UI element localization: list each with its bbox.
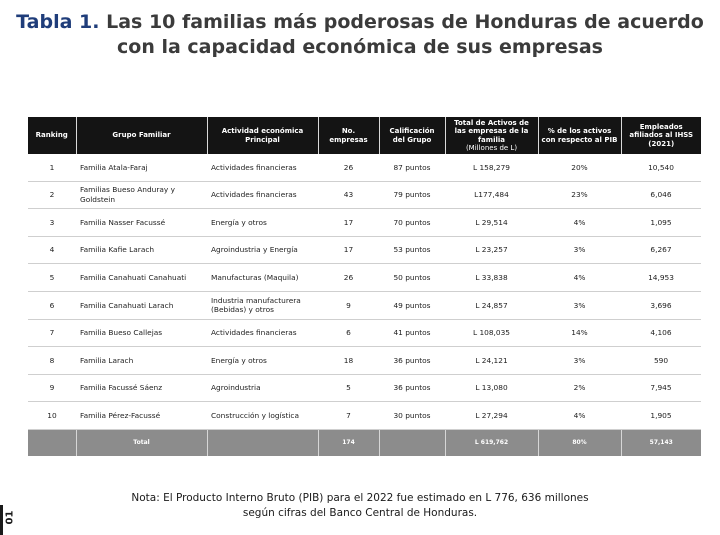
table-cell: 3,696	[621, 291, 701, 319]
table-cell: Energía y otros	[207, 209, 318, 237]
column-header-label: No. empresas	[329, 127, 368, 144]
column-header-sublabel: (Millones de L)	[465, 144, 518, 152]
table-cell: Familia Atala-Faraj	[76, 154, 207, 181]
table-cell: 14,953	[621, 264, 701, 292]
column-header	[76, 117, 207, 154]
table-cell: 14%	[538, 319, 621, 347]
table-cell: Familia Nasser Facussé	[76, 209, 207, 237]
table-cell: 6,046	[621, 181, 701, 209]
total-cell: Total	[76, 429, 207, 456]
table-cell: 20%	[538, 154, 621, 181]
table-cell: 41 puntos	[379, 319, 445, 347]
table-cell: 2%	[538, 374, 621, 402]
table-cell: 4,106	[621, 319, 701, 347]
table-row	[28, 236, 701, 264]
table-row	[28, 319, 701, 347]
table-cell: 6	[28, 291, 76, 319]
table-row	[28, 374, 701, 402]
title-line-1	[0, 10, 720, 35]
table-cell: 4%	[538, 264, 621, 292]
table-cell: 7,945	[621, 374, 701, 402]
column-header-label: % de los activos con respecto al PIB	[541, 127, 618, 144]
column-header-label: Actividad económica Principal	[221, 127, 304, 144]
table-cell: 30 puntos	[379, 402, 445, 430]
table-cell: 87 puntos	[379, 154, 445, 181]
table-cell: Actividades financieras	[207, 154, 318, 181]
table-cell: L 158,279	[445, 154, 538, 181]
table-cell: 7	[28, 319, 76, 347]
total-row	[28, 429, 701, 456]
table-cell: Industria manufacturera (Bebidas) y otros	[207, 291, 318, 319]
table-row	[28, 291, 701, 319]
column-header	[207, 117, 318, 154]
table-cell: 4	[28, 236, 76, 264]
table-cell: 3%	[538, 236, 621, 264]
table-body	[28, 154, 701, 456]
table-cell: Actividades financieras	[207, 181, 318, 209]
total-cell: 174	[318, 429, 379, 456]
total-cell	[28, 429, 76, 456]
table-cell: 70 puntos	[379, 209, 445, 237]
table-cell: 43	[318, 181, 379, 209]
table-row	[28, 347, 701, 375]
table-cell: 10,540	[621, 154, 701, 181]
table-cell: Familia Kafie Larach	[76, 236, 207, 264]
title-lead: Tabla 1.	[16, 11, 100, 33]
table-cell: Agroindustria y Energía	[207, 236, 318, 264]
table-cell: 3%	[538, 347, 621, 375]
table-cell: 6,267	[621, 236, 701, 264]
table-cell: 1,905	[621, 402, 701, 430]
total-cell	[379, 429, 445, 456]
table-cell: 17	[318, 209, 379, 237]
table-cell: 36 puntos	[379, 374, 445, 402]
table-cell: 53 puntos	[379, 236, 445, 264]
table-cell: L 29,514	[445, 209, 538, 237]
table-cell: Familia Canahuati Canahuati	[76, 264, 207, 292]
table-cell: L177,484	[445, 181, 538, 209]
table-cell: 36 puntos	[379, 347, 445, 375]
table-cell: Familia Pérez-Facussé	[76, 402, 207, 430]
table-cell: L 13,080	[445, 374, 538, 402]
column-header-label: Calificación del Grupo	[389, 127, 435, 144]
table-cell: L 24,121	[445, 347, 538, 375]
table-cell: 26	[318, 154, 379, 181]
table-cell: L 27,294	[445, 402, 538, 430]
document-title	[0, 10, 720, 60]
table-cell: 4%	[538, 209, 621, 237]
table-cell: Agroindustria	[207, 374, 318, 402]
total-cell: 80%	[538, 429, 621, 456]
table-cell: L 108,035	[445, 319, 538, 347]
column-header-label: Empleados afiliados al IHSS (2021)	[629, 122, 694, 148]
table-cell: Construcción y logística	[207, 402, 318, 430]
table-cell: 50 puntos	[379, 264, 445, 292]
table-cell: Familia Bueso Callejas	[76, 319, 207, 347]
footnote-line-1: Nota: El Producto Interno Bruto (PIB) para el 2022 fue estimado en L 776, 636 millones	[131, 492, 589, 504]
table-cell: 3	[28, 209, 76, 237]
page-number: 01	[4, 510, 16, 525]
column-header-label: Ranking	[35, 131, 68, 140]
column-header	[538, 117, 621, 154]
column-header	[28, 117, 76, 154]
table-cell: 1	[28, 154, 76, 181]
total-cell	[207, 429, 318, 456]
column-header	[621, 117, 701, 154]
table-cell: 3%	[538, 291, 621, 319]
table-cell: L 33,838	[445, 264, 538, 292]
table-cell: 10	[28, 402, 76, 430]
table-cell: 590	[621, 347, 701, 375]
table-cell: 6	[318, 319, 379, 347]
table-cell: Familia Canahuati Larach	[76, 291, 207, 319]
families-table-container	[28, 117, 701, 456]
table-cell: 9	[28, 374, 76, 402]
table-row	[28, 402, 701, 430]
column-header-label: Grupo Familiar	[112, 131, 171, 140]
footnote	[0, 491, 720, 521]
table-row	[28, 181, 701, 209]
table-cell: 2	[28, 181, 76, 209]
table-header-row	[28, 117, 701, 154]
title-line-1-text: Las 10 familias más poderosas de Honduras de acuerdo	[99, 11, 704, 33]
table-cell: 8	[28, 347, 76, 375]
table-cell: Manufacturas (Maquila)	[207, 264, 318, 292]
table-cell: 1,095	[621, 209, 701, 237]
table-cell: 18	[318, 347, 379, 375]
table-cell: Familia Facussé Sáenz	[76, 374, 207, 402]
table-cell: L 23,257	[445, 236, 538, 264]
table-cell: 49 puntos	[379, 291, 445, 319]
table-row	[28, 209, 701, 237]
total-cell: L 619,762	[445, 429, 538, 456]
total-cell: 57,143	[621, 429, 701, 456]
table-cell: Actividades financieras	[207, 319, 318, 347]
table-cell: Familias Bueso Anduray y Goldstein	[76, 181, 207, 209]
table-cell: 79 puntos	[379, 181, 445, 209]
table-row	[28, 154, 701, 181]
table-cell: 23%	[538, 181, 621, 209]
column-header-label: Total de Activos de las empresas de la familia	[454, 118, 529, 144]
table-cell: 9	[318, 291, 379, 319]
table-cell: 5	[28, 264, 76, 292]
table-row	[28, 264, 701, 292]
table-cell: 17	[318, 236, 379, 264]
column-header	[318, 117, 379, 154]
families-table	[28, 117, 701, 456]
table-cell: Familia Larach	[76, 347, 207, 375]
column-header	[379, 117, 445, 154]
title-line-2: con la capacidad económica de sus empresas	[117, 36, 603, 58]
table-cell: Energía y otros	[207, 347, 318, 375]
page-marker-bar	[0, 505, 3, 535]
table-cell: 26	[318, 264, 379, 292]
table-cell: 4%	[538, 402, 621, 430]
column-header	[445, 117, 538, 154]
footnote-line-2: según cifras del Banco Central de Honduras.	[242, 507, 478, 519]
table-cell: 5	[318, 374, 379, 402]
table-cell: 7	[318, 402, 379, 430]
table-cell: L 24,857	[445, 291, 538, 319]
